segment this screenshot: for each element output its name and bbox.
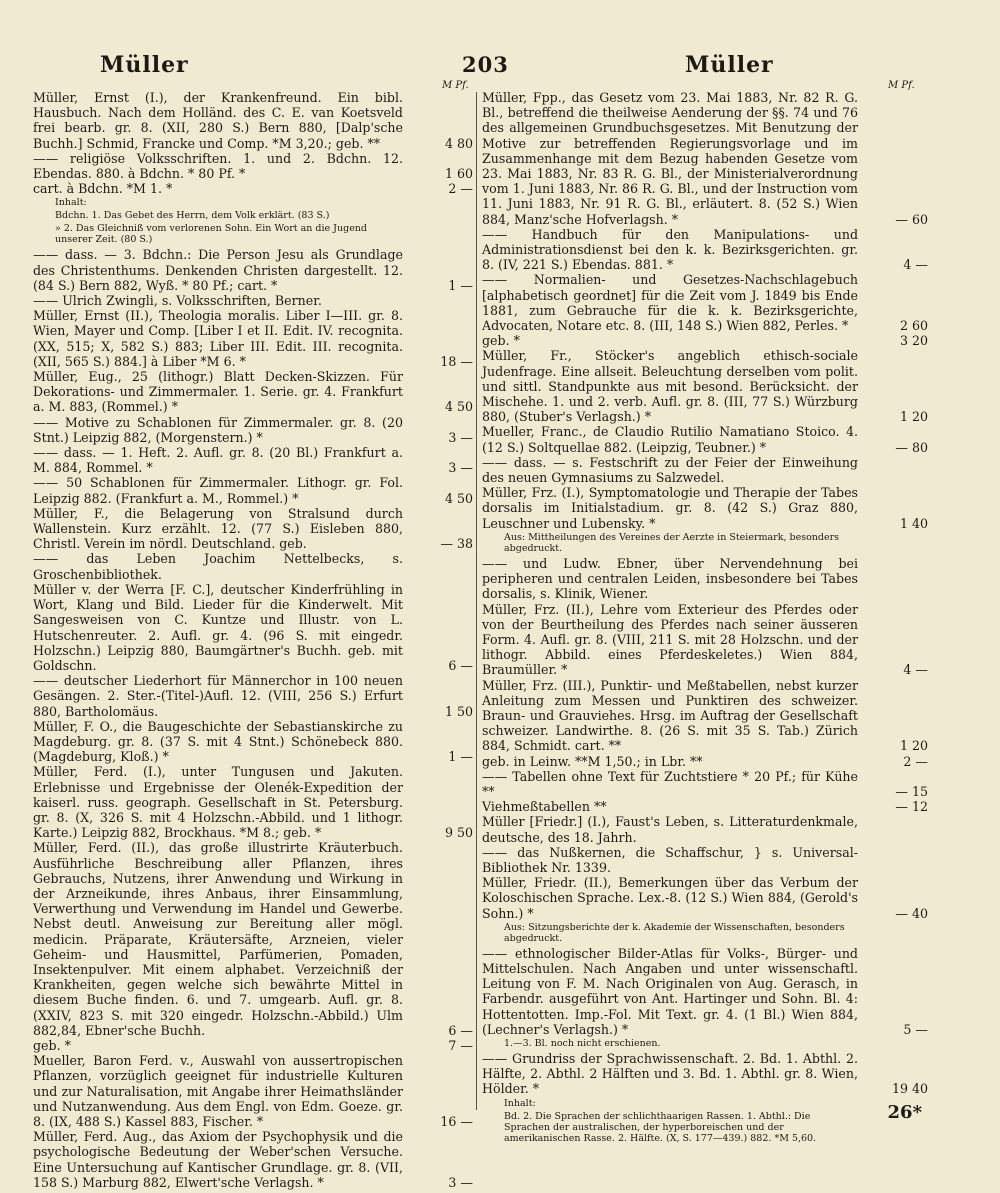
entry-price: 3 —	[448, 1174, 473, 1190]
entry-text: —— Motive zu Schablonen für Zimmermaler. gr. 8. (20 Stnt.) Leipzig 882, (Morgenstern.) *	[33, 414, 403, 445]
entry-price: 6 —	[448, 657, 473, 673]
catalog-entry	[33, 582, 473, 673]
entry-text: —— dass. — s. Festschrift zu der Feier der Einweihung des neuen Gymnasiums zu Salzwedel.	[482, 454, 858, 486]
entry-price: 4 —	[903, 257, 928, 273]
catalog-entry	[482, 875, 928, 921]
entry-text: Bd. 2. Die Sprachen der schlichthaarigen Rassen. 1. Abthl.: Die Sprachen der australischen, der hyperboreischen und der amerikanischen Rasse. 2. Hälfte. (X, S. 177—439.) 882. *M 5,60.	[504, 1110, 817, 1144]
entry-text: —— Grundriss der Sprachwissenschaft. 2. Bd. 1. Abthl. 2. Hälfte, 2. Abthl. 2 Hälften und 3. Bd. 1. Abthl. gr. 8. Wien, Hölder. *	[482, 1050, 858, 1097]
column-divider	[476, 92, 477, 1110]
entry-text: Müller, Fpp., das Gesetz vom 23. Mai 1883, Nr. 82 R. G. Bl., betreffend die theilweise Aenderung der §§. 74 und 76 des allgemeinen Grundbuchsgesetzes. Mit Benutzung der Motive zur betreffenden Regierungsvorlage und im Zusammenhange mit dem Bezug habenden Gesetze vom 23. Mai 1883, Nr. 83 R. G. Bl., der Ministerialverordnung vom 1. Juni 1883, Nr. 86 R. G. Bl., und der Instruction vom 11. Juni 1883, Nr. 91 R. G. Bl., erläutert. 8. (52 S.) Wien 884, Manz'sche Hofverlagsh. *	[482, 90, 858, 227]
entry-text: —— Normalien- und Gesetzes-Nachschlagebuch [alphabetisch geordnet] für die Zeit vom J. 1849 bis Ende 1881, zum Gebrauche für die k. k. Bezirksgerichte, Advocaten, Notare etc. 8. (III, 148 S.) Wien 882, Perles. *	[482, 272, 858, 334]
entry-price: — 38	[440, 536, 473, 552]
entry-text: Müller, Frz. (II.), Lehre vom Exterieur des Pferdes oder von der Beurtheilung des Pferdes nach seiner äusseren Form. 4. Aufl. gr. 8. (VIII, 211 S. mit 28 Holzschn. und der lithogr. Abbild. eines Pferdeskeletes.) Wien 884, Braumüller. *	[482, 601, 858, 678]
entry-text: Müller, Ferd. (I.), unter Tungusen und Jakuten. Erlebnisse und Ergebnisse der Olenék-Expedition der kaiserl. russ. geograph. Gesellschaft in St. Petersburg. gr. 8. (X, 326 S. mit 4 Holzschn.-Abbild. und 1 lithogr. Karte.) Leipzig 882, Brockhaus. *M 8.; geb. *	[33, 764, 403, 841]
entry-text: Müller, Ernst (II.), Theologia moralis. Liber I—III. gr. 8. Wien, Mayer und Comp. [Liber I et II. Edit. IV. recognita. (XX, 515; X, 582 S.) 883; Liber III. Edit. III. recognita. (XII, 565 S.) 884.] à Liber *M 6. *	[33, 308, 403, 369]
entry-text: Müller, Frz. (I.), Symptomatologie und Therapie der Tabes dorsalis im Initialstadium. gr. 8. (42 S.) Graz 880, Leuschner und Lubensky. *	[482, 485, 858, 531]
entry-price: 1 40	[899, 515, 928, 531]
catalog-entry	[33, 247, 473, 293]
entry-note	[33, 197, 473, 208]
catalog-entry	[33, 181, 473, 196]
entry-price: 3 —	[448, 460, 473, 476]
entry-price: 2 —	[903, 753, 928, 769]
entry-price: 4 50	[444, 490, 473, 506]
catalog-entry	[482, 90, 928, 227]
entry-text: —— dass. — 3. Bdchn.: Die Person Jesu als Grundlage des Christenthums. Denkenden Christen dargestellt. 12. (84 S.) Bern 882, Wyß. * 80 Pf.; cart. *	[33, 247, 403, 293]
entry-text: —— 50 Schablonen für Zimmermaler. Lithogr. gr. Fol. Leipzig 882. (Frankfurt a. M., Rommel.) *	[33, 475, 403, 506]
entry-text: —— dass. — 1. Heft. 2. Aufl. gr. 8. (20 Bl.) Frankfurt a. M. 884, Rommel. *	[33, 445, 403, 476]
catalog-entry	[33, 551, 473, 581]
entry-text: Müller, Ernst (I.), der Krankenfreund. Ein bibl. Hausbuch. Nach dem Holländ. des C. E. van Koetsveld frei bearb. gr. 8. (XII, 280 S.) Bern 880, [Dalp'sche Buchh.] Schmid, Francke und Comp. *M 3,20.; geb. **	[33, 90, 403, 151]
entry-price: 1 20	[899, 409, 928, 425]
entry-text: Aus: Mittheilungen des Vereines der Aerzte in Steiermark, besonders abgedruckt.	[504, 531, 840, 554]
entry-note	[33, 223, 473, 245]
entry-price: — 80	[895, 439, 928, 455]
entry-price: 1 —	[448, 749, 473, 765]
money-header-left: M Pf.	[442, 80, 469, 91]
catalog-entry	[482, 485, 928, 531]
entry-price: 1 20	[899, 738, 928, 754]
catalog-entry	[33, 445, 473, 475]
entry-text: Müller, F., die Belagerung von Stralsund durch Wallenstein. Kurz erzählt. 12. (77 S.) Eisleben 880, Christl. Verein im nördl. Deutschland. geb.	[33, 505, 403, 552]
entry-text: Mueller, Baron Ferd. v., Auswahl von aussertropischen Pflanzen, vorzüglich geeignet für industrielle Kulturen und zur Naturalisation, mit Angabe ihrer Heimathsländer und Nutzanwendung. Aus dem Engl. von Edm. Goeze. gr. 8. (IX, 488 S.) Kassel 883, Fischer. *	[33, 1053, 403, 1129]
entry-price: — 60	[895, 211, 928, 227]
entry-price: 6 —	[448, 1022, 473, 1038]
entry-text: Müller, F. O., die Baugeschichte der Sebastianskirche zu Magdeburg. gr. 8. (37 S. mit 4 Stnt.) Schönebeck 880. (Magdeburg, Kloß.) *	[33, 718, 403, 765]
entry-price: 9 50	[444, 825, 473, 841]
catalog-entry	[33, 151, 473, 181]
entry-price: 5 —	[903, 1021, 928, 1037]
entry-price: — 12	[895, 799, 928, 815]
entry-text: Müller, Fr., Stöcker's angeblich ethisch-sociale Judenfrage. Eine allseit. Beleuchtung derselben vom polit. und sittl. Standpunkte aus mit besond. Berücksicht. der Mischehe. 1. und 2. verb. Aufl. gr. 8. (III, 77 S.) Würzburg 880, (Stuber's Verlagsh.) *	[482, 348, 858, 425]
entry-text: geb. *	[33, 1037, 71, 1053]
entry-text: Müller, Ferd. (II.), das große illustrirte Kräuterbuch. Ausführliche Beschreibung aller Pflanzen, ihres Gebrauchs, Nutzens, ihrer Anwendung und Wirkung in der Arzneikunde, ihres Anbaus, ihrer Einsammlung, Verwerthung und Verwendung im Handel und Gewerbe. Nebst deutl. Anweisung zur Bereitung aller mögl. medicin. Präparate, Kräutersäfte, Arzneien, vieler Geheim- und Hausmittel, Parfümerien, Pomaden, Insektenpulver. Mit einem alphabet. Verzeichniß der Krankheiten, gegen welche sich bewährte Mittel in diesem Buche finden. 6. und 7. umgearb. Aufl. gr. 8. (XXIV, 823 S. mit 320 eingedr. Holzschn.-Abbild.) Ulm 882,84, Ebner'sche Buchh.	[33, 840, 403, 1038]
catalog-entry	[482, 348, 928, 424]
entry-price: 2 —	[448, 181, 473, 197]
catalog-entry	[482, 272, 928, 333]
money-header-right: M Pf.	[888, 80, 915, 91]
entry-price: 4 —	[903, 662, 928, 678]
entry-text: Müller, Ferd. Aug., das Axiom der Psychophysik und die psychologische Bedeutung der Weber'schen Versuche. Eine Untersuchung auf Kantischer Grundlage. gr. 8. (VII, 158 S.) Marburg 882, Elwert'sche Verlagsh. *	[33, 1129, 403, 1190]
entry-price: 7 —	[448, 1037, 473, 1053]
catalog-entry	[33, 308, 473, 369]
catalog-entry	[482, 227, 928, 273]
catalog-entry	[482, 799, 928, 814]
entry-text: Müller [Friedr.] (I.), Faust's Leben, s. Litteraturdenkmale, deutsche, des 18. Jahrh.	[482, 814, 858, 845]
catalog-entry	[482, 602, 928, 678]
catalog-entry	[482, 455, 928, 485]
entry-text: » 2. Das Gleichniß vom verlorenen Sohn. Ein Wort an die Jugend unserer Zeit. (80 S.)	[55, 223, 368, 246]
entry-price: 18 —	[440, 353, 473, 369]
entry-price: 16 —	[440, 1114, 473, 1129]
entry-text: Mueller, Franc., de Claudio Rutilio Namatiano Stoico. 4. (12 S.) Soltquellae 882. (Leipzig, Teubner.) *	[482, 424, 858, 455]
entry-note	[482, 1111, 928, 1144]
catalog-entry	[33, 719, 473, 765]
catalog-entry	[482, 333, 928, 348]
catalog-entry	[33, 369, 473, 415]
entry-text: 1.—3. Bl. noch nicht erschienen.	[504, 1037, 661, 1049]
signature-mark: 26*	[887, 1102, 922, 1123]
entry-text: geb. *	[482, 333, 520, 349]
entry-text: Inhalt:	[55, 197, 87, 209]
catalog-entry	[33, 415, 473, 445]
catalog-entry	[33, 1053, 473, 1129]
entry-text: —— religiöse Volksschriften. 1. und 2. Bdchn. 12. Ebendas. 880. à Bdchn. * 80 Pf. *	[33, 150, 403, 182]
entry-text: —— Ulrich Zwingli, s. Volksschriften, Berner.	[33, 293, 322, 309]
catalog-entry	[33, 764, 473, 840]
catalog-entry	[33, 506, 473, 552]
entry-text: cart. à Bdchn. *M 1. *	[33, 181, 173, 197]
catalog-entry	[33, 475, 473, 505]
entry-price: 1 —	[448, 277, 473, 293]
catalog-entry	[482, 424, 928, 454]
catalog-entry	[482, 754, 928, 769]
entry-price: 2 60	[899, 318, 928, 334]
catalog-entry	[33, 1038, 473, 1053]
entry-text: —— Tabellen ohne Text für Zuchtstiere * 20 Pf.; für Kühe **	[482, 768, 858, 799]
entry-text: geb. in Leinw. **M 1,50.; in Lbr. **	[482, 753, 703, 769]
catalog-entry	[482, 769, 928, 799]
page-number: 203	[462, 52, 509, 77]
header-left-title: Müller	[100, 52, 189, 78]
catalog-entry	[482, 814, 928, 844]
entry-text: Aus: Sitzungsberichte der k. Akademie der Wissenschaften, besonders abgedruckt.	[504, 921, 845, 944]
catalog-entry	[33, 1129, 473, 1190]
right-column	[482, 90, 928, 1146]
catalog-entry	[33, 673, 473, 719]
catalog-entry	[482, 556, 928, 602]
catalog-entry	[482, 1051, 928, 1097]
entry-price: 1 50	[444, 703, 473, 719]
entry-price: 1 60	[444, 166, 473, 182]
entry-text: Müller, Frz. (III.), Punktir- und Meßtabellen, nebst kurzer Anleitung zum Messen und Punktiren des schweizer. Braun- und Grauviehes. Hrsg. im Auftrag der Gesellschaft schweizer. Landwirthe. 8. (26 S. mit 35 S. Tab.) Zürich 884, Schmidt. cart. **	[482, 677, 858, 754]
entry-note	[482, 1098, 928, 1109]
entry-price: 4 50	[444, 399, 473, 415]
left-column	[33, 90, 473, 1190]
entry-price: — 40	[895, 905, 928, 921]
entry-price: 3 —	[448, 429, 473, 445]
entry-price: 19 40	[891, 1081, 928, 1097]
entry-text: —— deutscher Liederhort für Männerchor in 100 neuen Gesängen. 2. Ster.-(Titel-)Aufl. 12. (VIII, 256 S.) Erfurt 880, Bartholomäus.	[33, 673, 403, 719]
catalog-entry	[482, 845, 928, 875]
entry-text: Müller, Friedr. (II.), Bemerkungen über das Verbum der Koloschischen Sprache. Lex.-8. (12 S.) Wien 884, (Gerold's Sohn.) *	[482, 875, 858, 921]
entry-note	[33, 210, 473, 221]
entry-note	[482, 1038, 928, 1049]
entry-text: Müller, Eug., 25 (lithogr.) Blatt Decken-Skizzen. Für Dekorations- und Zimmermaler. 1. Serie. gr. 4. Frankfurt a. M. 883, (Rommel.) *	[33, 369, 403, 415]
catalog-entry	[482, 678, 928, 754]
entry-note	[482, 922, 928, 944]
entry-price: 3 20	[899, 333, 928, 349]
catalog-entry	[33, 293, 473, 308]
entry-text: Müller v. der Werra [F. C.], deutscher Kinderfrühling in Wort, Klang und Bild. Lieder für die Kinderwelt. Mit Sangesweisen von C. Kuntze und Illustr. von L. Hutschenreuter. 2. Aufl. gr. 4. (96 S. mit eingedr. Holzschn.) Leipzig 880, Baumgärtner's Buchh. geb. mit Goldschn.	[33, 581, 403, 673]
entry-text: —— ethnologischer Bilder-Atlas für Volks-, Bürger- und Mittelschulen. Nach Angaben und unter wissenschaftl. Leitung von F. M. Nach Originalen von Aug. Gerasch, in Farbendr. ausgeführt von Ant. Hartinger und Sohn. Bl. 4: Hottentotten. Imp.-Fol. Mit Text. gr. 4. (1 Bl.) Wien 884, (Lechner's Verlagsh.) *	[482, 945, 858, 1037]
entry-text: —— und Ludw. Ebner, über Nervendehnung bei peripheren und centralen Leiden, insbesondere bei Tabes dorsalis, s. Klinik, Wiener.	[482, 555, 858, 602]
entry-text: Bdchn. 1. Das Gebet des Herrn, dem Volk erklärt. (83 S.)	[55, 210, 330, 222]
catalog-entry	[33, 840, 473, 1038]
header-right-title: Müller	[685, 52, 774, 78]
catalog-entry	[33, 90, 473, 151]
entry-text: —— das Leben Joachim Nettelbecks, s. Groschenbibliothek.	[33, 551, 403, 582]
entry-note	[482, 532, 928, 554]
entry-text: —— Handbuch für den Manipulations- und Administrationsdienst bei den k. k. Bezirksgerichten. gr. 8. (IV, 221 S.) Ebendas. 881. *	[482, 226, 858, 273]
entry-price: 4 80	[444, 135, 473, 151]
catalog-entry	[482, 946, 928, 1037]
entry-text: Viehmeßtabellen **	[482, 799, 607, 815]
entry-text: Inhalt:	[504, 1097, 536, 1109]
entry-text: —— das Nußkernen, die Schaffschur, } s. Universal-Bibliothek Nr. 1339.	[482, 844, 858, 875]
entry-price: — 15	[895, 783, 928, 799]
